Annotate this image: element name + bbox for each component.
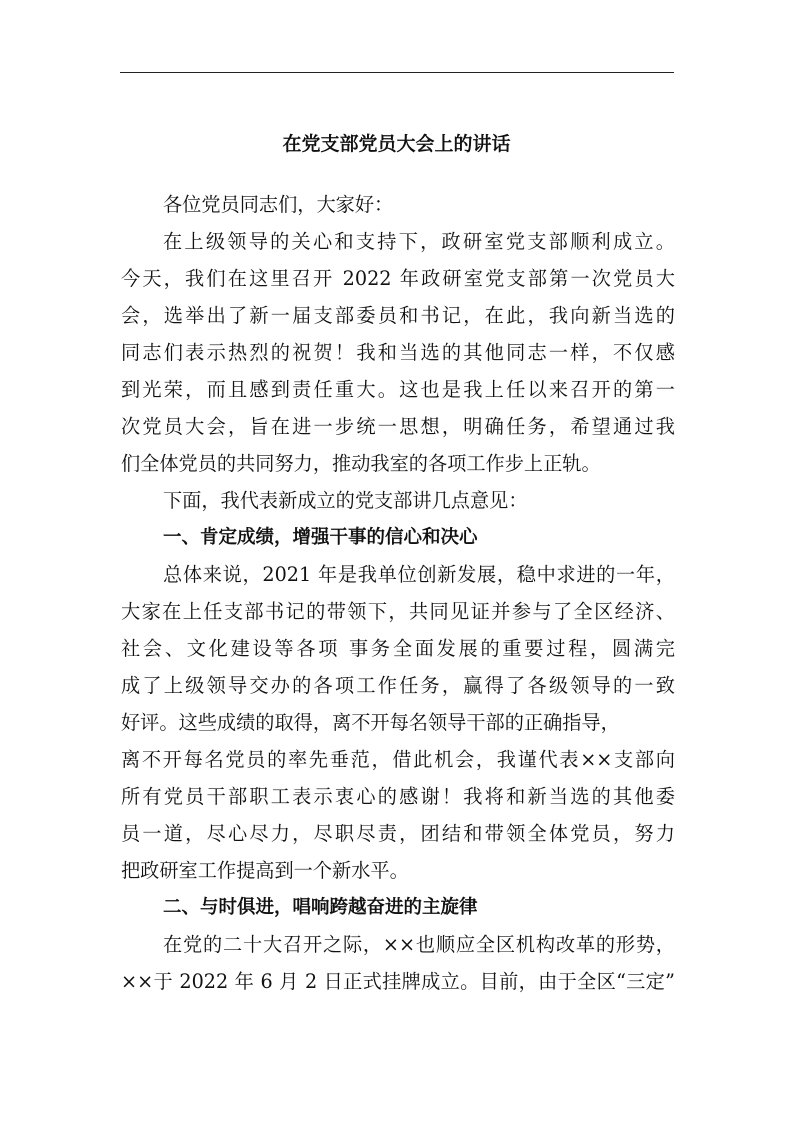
paragraph-line: 员一道，尽心尽力，尽职尽责，团结和带领全体党员，努力 xyxy=(121,822,675,845)
paragraph-line: 们全体党员的共同努力，推动我室的各项工作步上正轨。 xyxy=(121,452,601,475)
section-heading: 二、与时俱进，唱响跨越奋进的主旋律 xyxy=(163,897,478,918)
paragraph-line: 今天，我们在这里召开 2022 年政研室党支部第一次党员大 xyxy=(121,267,675,290)
paragraph-line: 在上级领导的关心和支持下，政研室党支部顺利成立。 xyxy=(163,230,675,253)
paragraph-line: 把政研室工作提高到一个新水平。 xyxy=(121,859,409,882)
paragraph-line: 到光荣，而且感到责任重大。这也是我上任以来召开的第一 xyxy=(121,378,675,401)
paragraph-line: 总体来说，2021 年是我单位创新发展，稳中求进的一年， xyxy=(163,563,675,586)
paragraph-line: ××于 2022 年 6 月 2 日正式挂牌成立。目前，由于全区“三定” xyxy=(121,970,675,993)
paragraph-line: 在党的二十大召开之际，××也顺应全区机构改革的形势， xyxy=(163,933,675,956)
paragraph-line: 所有党员干部职工表示衷心的感谢！我将和新当选的其他委 xyxy=(121,785,675,808)
paragraph-line: 离不开每名党员的率先垂范，借此机会，我谨代表××支部向 xyxy=(121,748,675,771)
section-heading: 一、肯定成绩，增强干事的信心和决心 xyxy=(163,527,478,548)
paragraph-line: 好评。这些成绩的取得，离不开每名领导干部的正确指导， xyxy=(121,711,620,734)
paragraph-line: 同志们表示热烈的祝贺！我和当选的其他同志一样，不仅感 xyxy=(121,341,675,364)
paragraph-line: 次党员大会，旨在进一步统一思想，明确任务，希望通过我 xyxy=(121,415,675,438)
paragraph-line: 社会、文化建设等各项 事务全面发展的重要过程，圆满完 xyxy=(121,637,675,660)
paragraph-line: 会，选举出了新一届支部委员和书记，在此，我向新当选的 xyxy=(121,304,675,327)
salutation: 各位党员同志们，大家好： xyxy=(163,193,394,216)
document-title: 在党支部党员大会上的讲话 xyxy=(282,133,511,155)
paragraph-line: 下面，我代表新成立的党支部讲几点意见： xyxy=(163,489,528,512)
header-rule xyxy=(120,72,674,73)
paragraph-line: 成了上级领导交办的各项工作任务，赢得了各级领导的一致 xyxy=(121,674,675,697)
paragraph-line: 大家在上任支部书记的带领下，共同见证并参与了全区经济、 xyxy=(121,600,675,623)
